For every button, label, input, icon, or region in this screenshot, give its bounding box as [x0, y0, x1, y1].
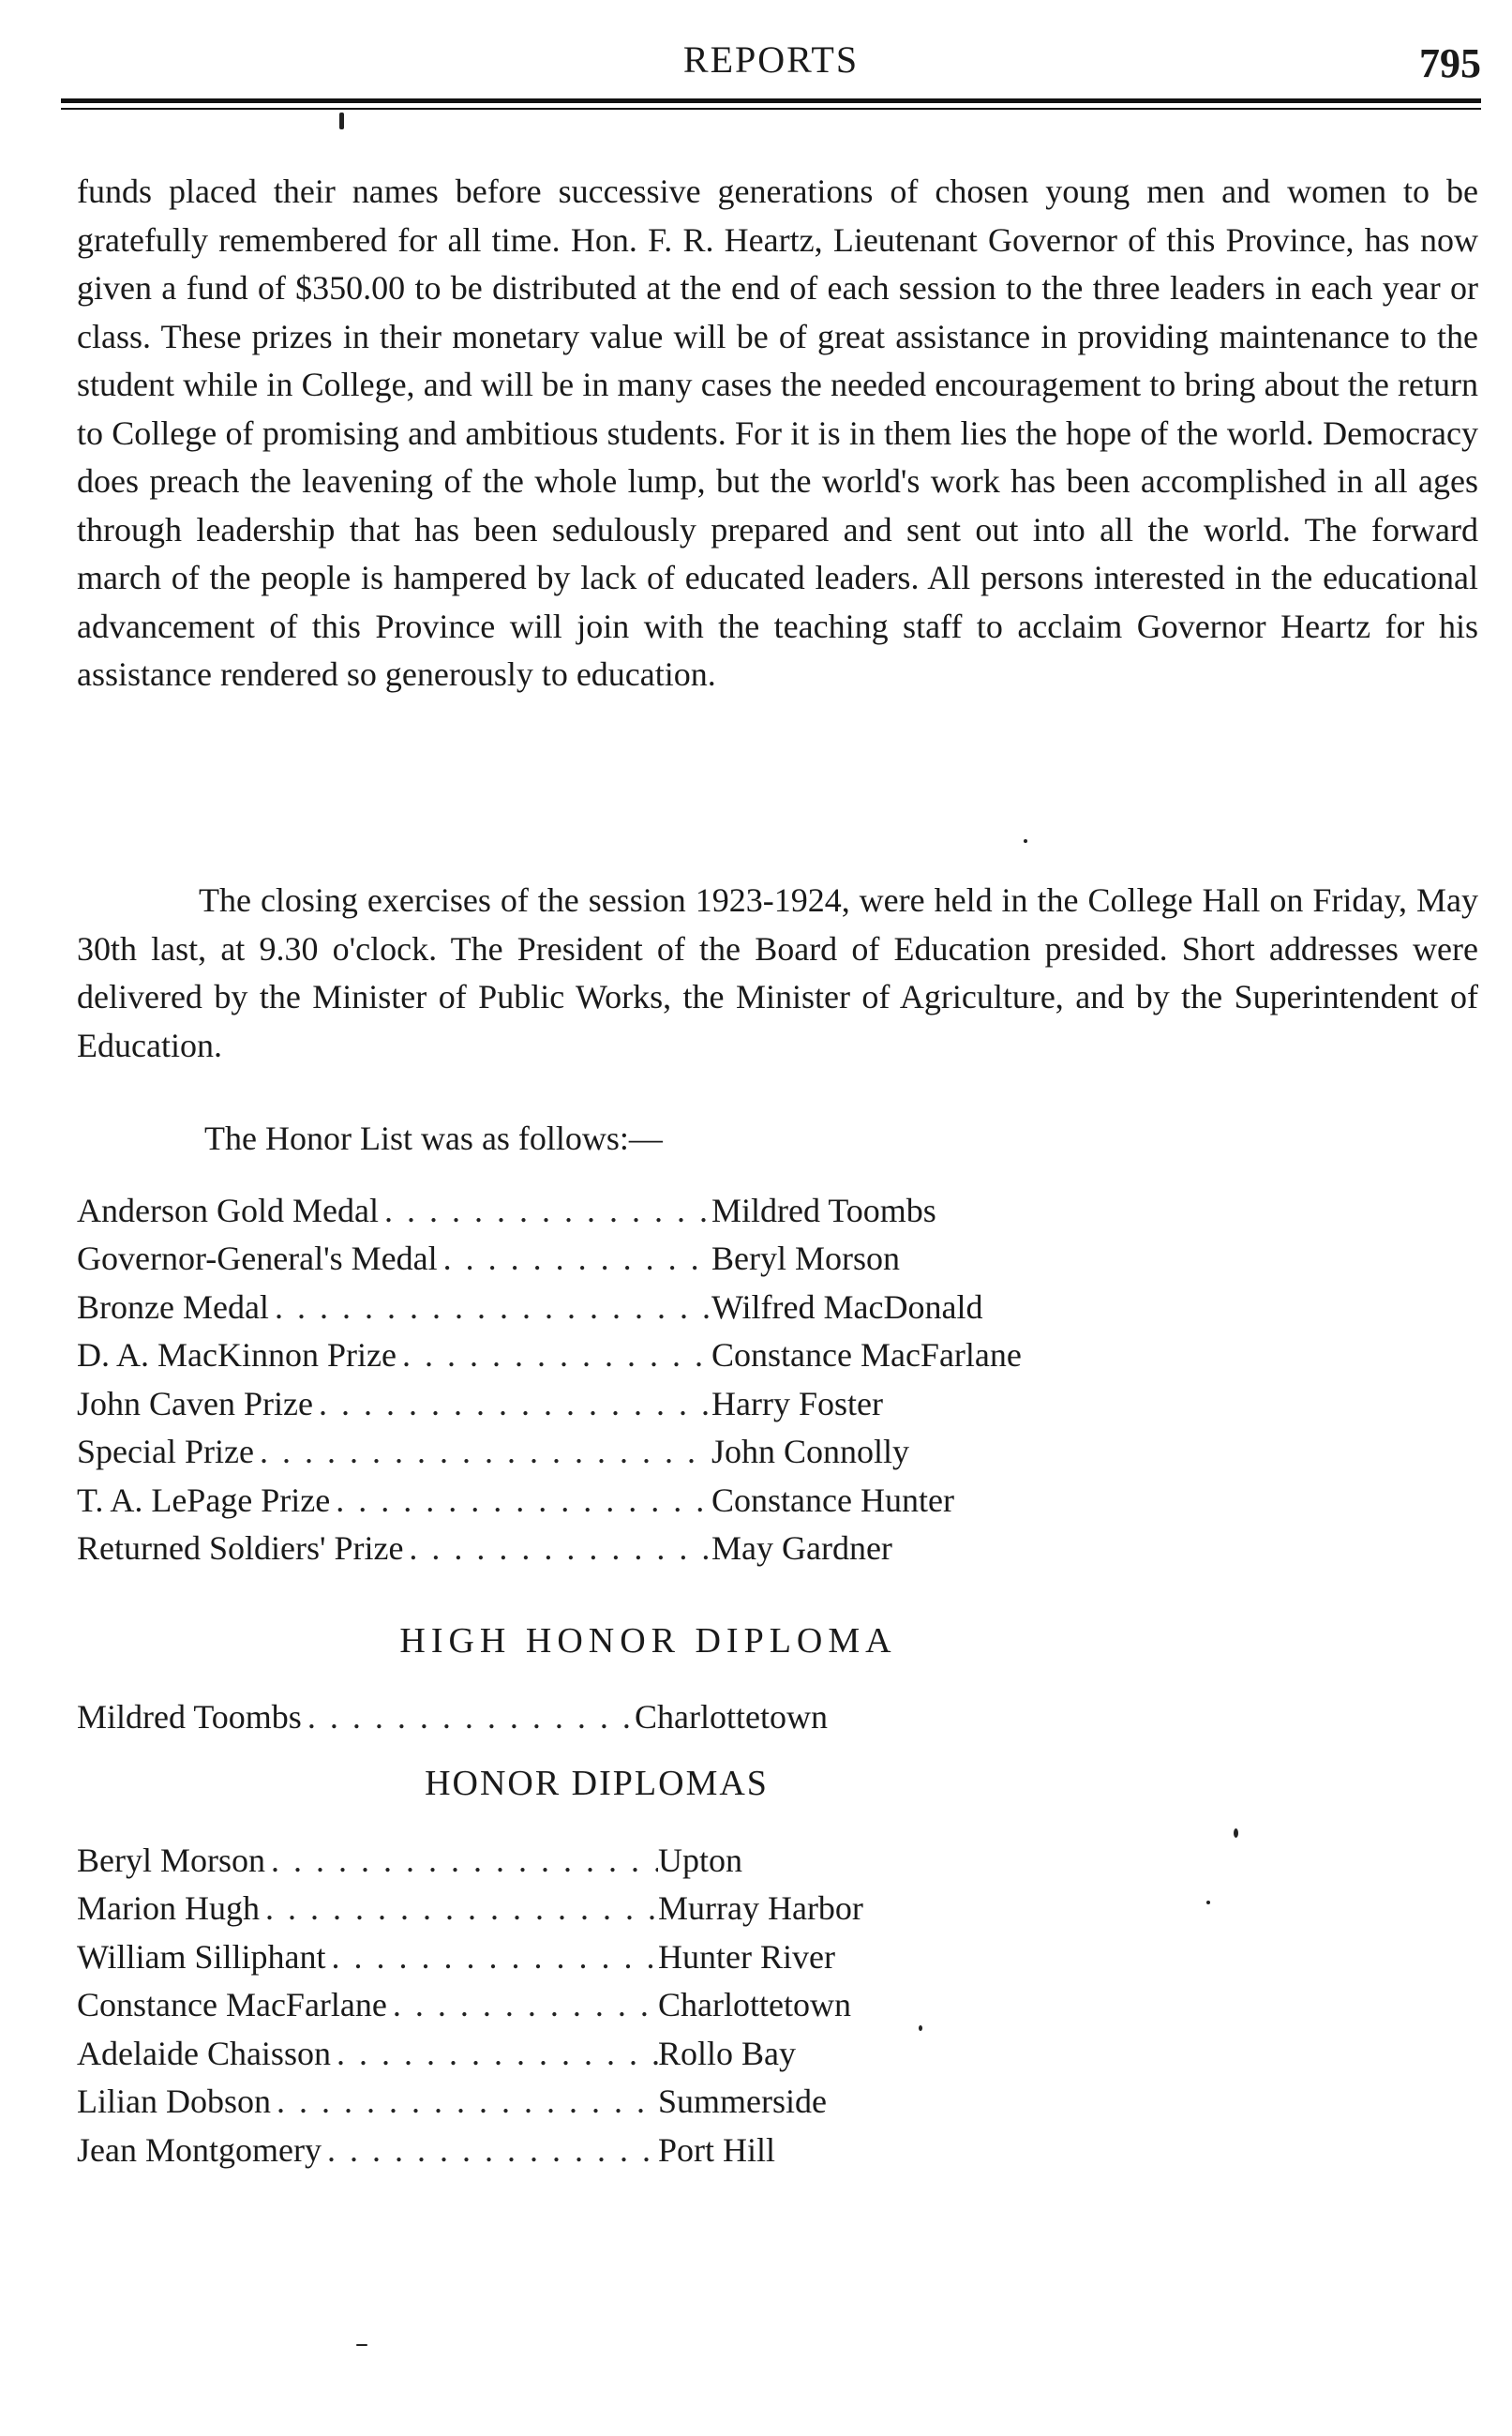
award-recipient: May Gardner	[711, 1529, 892, 1568]
leader-dots	[271, 2082, 658, 2121]
leader-dots	[331, 2034, 658, 2073]
running-head	[61, 38, 1481, 94]
leader-dots	[326, 1937, 658, 1977]
award-recipient: Beryl Morson	[711, 1240, 900, 1278]
award-name: Governor-General's Medal	[77, 1240, 438, 1278]
honor-list-row	[77, 1331, 1124, 1380]
award-name: Bronze Medal	[77, 1287, 269, 1326]
leader-dots	[387, 1985, 658, 2024]
honor-list-row	[77, 1525, 1124, 1573]
honor-list-row	[77, 1186, 1124, 1235]
award-recipient: Harry Foster	[711, 1384, 883, 1422]
honor-diploma-row	[77, 1836, 1070, 1885]
leader-dots	[397, 1335, 711, 1375]
diploma-name: Mildred Toombs	[77, 1697, 302, 1736]
honor-list-row	[77, 1379, 1124, 1428]
leader-dots	[302, 1697, 635, 1737]
scan-speck	[1024, 839, 1027, 843]
award-name: T. A. LePage Prize	[77, 1481, 331, 1519]
leader-dots	[313, 1384, 711, 1423]
award-recipient: Constance Hunter	[711, 1481, 954, 1519]
award-name: John Caven Prize	[77, 1384, 313, 1422]
honor-diplomas-heading: HONOR DIPLOMAS	[425, 1764, 769, 1803]
honor-list-row	[77, 1235, 1124, 1284]
honor-diploma-row	[77, 2078, 1070, 2127]
scan-speck	[1206, 1901, 1210, 1904]
diploma-place: Port Hill	[658, 2130, 776, 2169]
diploma-place: Summerside	[658, 2083, 827, 2121]
honor-diploma-row	[77, 2126, 1070, 2174]
award-name: Anderson Gold Medal	[77, 1191, 379, 1229]
diploma-name: Constance MacFarlane	[77, 1986, 387, 2024]
running-title: REPORTS	[682, 38, 860, 81]
honor-list-row	[77, 1283, 1124, 1331]
diploma-name: Marion Hugh	[77, 1889, 260, 1928]
diploma-place: Charlottetown	[635, 1697, 828, 1736]
scan-speck	[1234, 1828, 1238, 1838]
leader-dots	[379, 1191, 711, 1230]
high-honor-row	[77, 1692, 1047, 1741]
diploma-name: Beryl Morson	[77, 1841, 265, 1879]
honor-list	[77, 1186, 1124, 1572]
honor-diploma-row	[77, 1885, 1070, 1933]
page-number: 795	[1419, 40, 1481, 86]
header-rule-thick	[61, 98, 1481, 103]
honor-diploma-row	[77, 1932, 1070, 1981]
honor-list-row	[77, 1428, 1124, 1477]
leader-dots	[265, 1841, 658, 1880]
honor-diploma-row	[77, 2029, 1070, 2078]
honor-diplomas-list	[77, 1836, 1070, 2174]
diploma-name: Lilian Dobson	[77, 2083, 271, 2121]
award-recipient: Constance MacFarlane	[711, 1336, 1022, 1375]
scan-speck	[919, 2025, 922, 2031]
diploma-place: Upton	[658, 1841, 742, 1879]
leader-dots	[438, 1239, 711, 1278]
leader-dots	[403, 1528, 711, 1568]
leader-dots	[269, 1287, 711, 1327]
diploma-name: Adelaide Chaisson	[77, 2034, 331, 2072]
award-recipient: John Connolly	[711, 1433, 910, 1471]
scan-speck	[356, 2344, 367, 2346]
diploma-place: Murray Harbor	[658, 1889, 863, 1928]
award-name: Special Prize	[77, 1433, 254, 1471]
award-recipient: Wilfred MacDonald	[711, 1287, 983, 1326]
leader-dots	[322, 2130, 658, 2170]
header-rule-thin	[61, 108, 1481, 110]
honor-diploma-row	[77, 1981, 1070, 2030]
diploma-place: Hunter River	[658, 1937, 835, 1976]
high-honor-heading: HIGH HONOR DIPLOMA	[399, 1621, 897, 1661]
scan-speck	[339, 113, 344, 129]
honor-list-intro: The Honor List was as follows:—	[204, 1120, 663, 1157]
honor-list-row	[77, 1476, 1124, 1525]
diploma-name: William Silliphant	[77, 1937, 326, 1976]
leader-dots	[330, 1481, 711, 1520]
leader-dots	[260, 1888, 658, 1928]
body-paragraph-1: funds placed their names before successive generations of chosen young men and women to be gratefully remembered for all time. Hon. F. R. Heartz, Lieutenant Governor of this Province, has now given a fund of $350.00 to be distributed at the end of each session to the three leaders in each year or class. These prizes in their monetary value will be of great assistance in providing maintenance to the student while in College, and will be in many cases the needed encouragement to bring about the return to College of promising and ambitious students. For it is in them lies the hope of the world. Democracy does preach the leavening of the whole lump, but the world's work has been accomplished in all ages through leadership that has been sedulously prepared and sent out into all the world. The forward march of the people is hampered by lack of educated leaders. All persons interested in the educational advancement of this Province will join with the teaching staff to acclaim Governor Heartz for his assistance rendered so generously to education.	[77, 173, 1478, 693]
high-honor-list	[77, 1692, 1047, 1741]
leader-dots	[254, 1432, 711, 1471]
diploma-place: Rollo Bay	[658, 2034, 797, 2072]
award-name: D. A. MacKinnon Prize	[77, 1336, 397, 1375]
body-paragraph-2: The closing exercises of the session 1923-1924, were held in the College Hall on Friday, May 30th last, at 9.30 o'clock. The President of the Board of Education presided. Short addresses were delivered by the Minister of Public Works, the Minister of Agriculture, and by the Superintendent of Education.	[77, 881, 1478, 1064]
award-name: Returned Soldiers' Prize	[77, 1529, 404, 1568]
award-recipient: Mildred Toombs	[711, 1191, 936, 1229]
diploma-place: Charlottetown	[658, 1986, 851, 2024]
diploma-name: Jean Montgomery	[77, 2130, 322, 2169]
